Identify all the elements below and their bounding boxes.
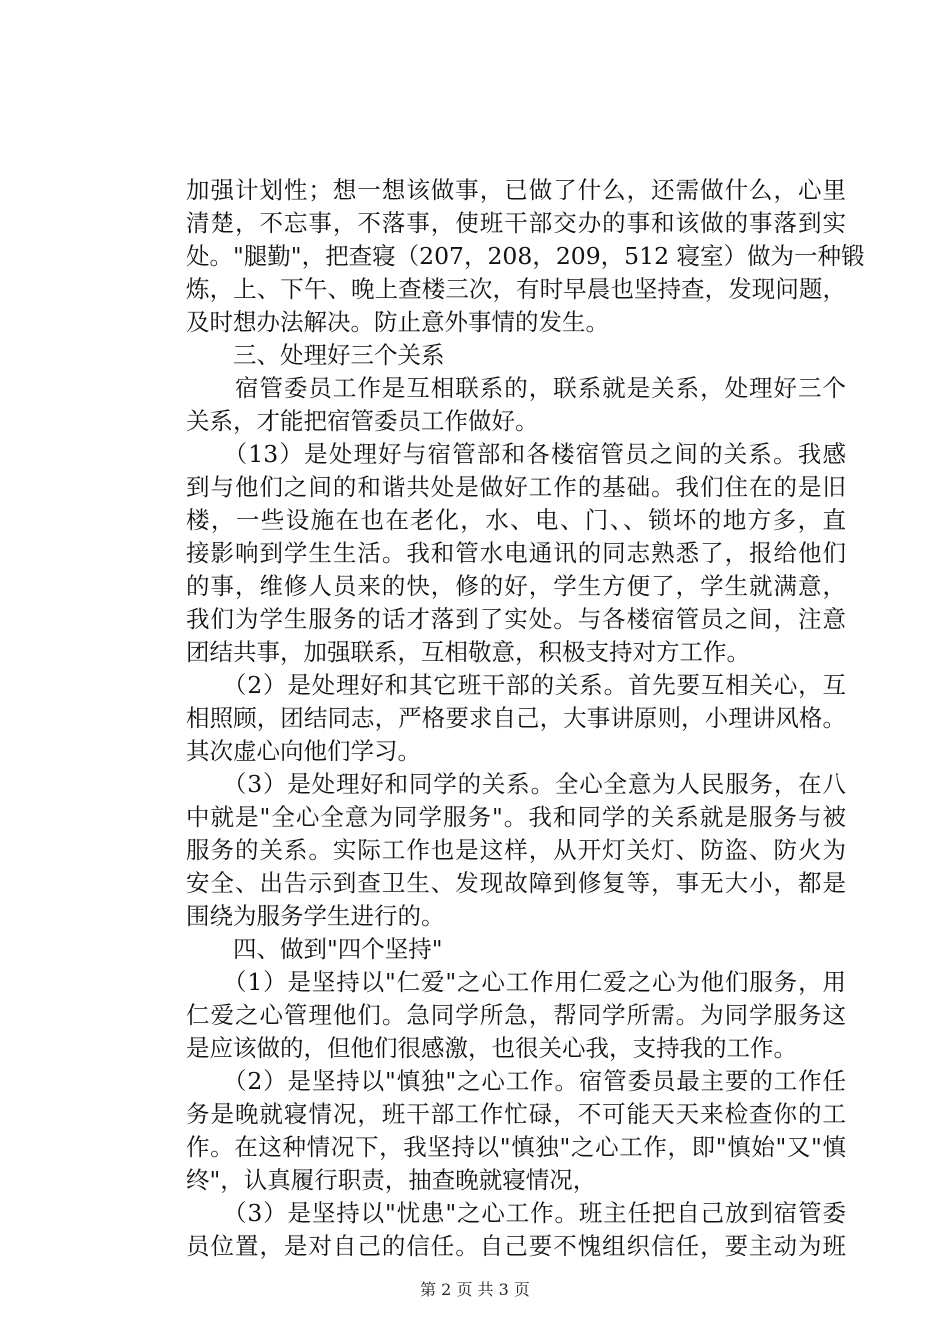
text-line: 清楚，不忘事，不落事，使班干部交办的事和该做的事落到实: [186, 209, 846, 237]
text-line: 相照顾，团结同志，严格要求自己，大事讲原则，小理讲风格。: [186, 704, 846, 732]
text-line: 员位置，是对自己的信任。自己要不愧组织信任，要主动为班: [186, 1232, 846, 1260]
text-line: （3）是坚持以"忧患"之心工作。班主任把自己放到宿管委: [186, 1199, 846, 1227]
text-line: （13）是处理好与宿管部和各楼宿管员之间的关系。我感: [186, 440, 846, 468]
text-line: 服务的关系。实际工作也是这样，从开灯关灯、防盗、防火为: [186, 836, 846, 864]
text-line: 务是晚就寝情况，班干部工作忙碌，不可能天天来检查你的工: [186, 1100, 846, 1128]
text-line: 我们为学生服务的话才落到了实处。与各楼宿管员之间，注意: [186, 605, 846, 633]
text-line: （1）是坚持以"仁爱"之心工作用仁爱之心为他们服务，用: [186, 968, 846, 996]
text-line: 是应该做的，但他们很感激，也很关心我，支持我的工作。: [186, 1034, 797, 1062]
text-line: 楼，一些设施在也在老化，水、电、门、、锁坏的地方多，直: [186, 506, 846, 534]
text-line: 中就是"全心全意为同学服务"。我和同学的关系就是服务与被: [186, 803, 846, 831]
text-line: 其次虚心向他们学习。: [186, 737, 421, 765]
text-line: 三、处理好三个关系: [186, 341, 445, 369]
text-line: 安全、出告示到查卫生、发现故障到修复等，事无大小，都是: [186, 869, 846, 897]
text-line: 关系，才能把宿管委员工作做好。: [186, 407, 539, 435]
text-line: 到与他们之间的和谐共处是做好工作的基础。我们住在的是旧: [186, 473, 846, 501]
text-line: （2）是坚持以"慎独"之心工作。宿管委员最主要的工作任: [186, 1067, 846, 1095]
text-line: 的事，维修人员来的快，修的好，学生方便了，学生就满意，: [186, 572, 846, 600]
text-line: 四、做到"四个坚持": [186, 935, 443, 963]
text-line: 接影响到学生生活。我和管水电通讯的同志熟悉了，报给他们: [186, 539, 846, 567]
body-text: [186, 174, 865, 1263]
text-line: 围绕为服务学生进行的。: [186, 902, 445, 930]
text-line: （2）是处理好和其它班干部的关系。首先要互相关心，互: [186, 671, 846, 699]
text-line: 作。在这种情况下，我坚持以"慎独"之心工作，即"慎始"又"慎: [186, 1133, 846, 1161]
text-line: （3）是处理好和同学的关系。全心全意为人民服务，在八: [186, 770, 846, 798]
text-line: 终"，认真履行职责，抽查晚就寝情况，: [186, 1166, 597, 1194]
text-line: 处。"腿勤"，把查寝（207，208，209，512 寝室）做为一种锻: [186, 242, 865, 270]
text-line: 宿管委员工作是互相联系的，联系就是关系，处理好三个: [186, 374, 846, 402]
text-line: 及时想办法解决。防止意外事情的发生。: [186, 308, 609, 336]
text-line: 仁爱之心管理他们。急同学所急，帮同学所需。为同学服务这: [186, 1001, 846, 1029]
text-line: 团结共事，加强联系，互相敬意，积极支持对方工作。: [186, 638, 750, 666]
text-line: 加强计划性；想一想该做事，已做了什么，还需做什么，心里: [186, 176, 846, 204]
page-footer: 第 2 页 共 3 页: [420, 1280, 530, 1299]
text-line: 炼，上、下午、晚上查楼三次，有时早晨也坚持查，发现问题，: [186, 275, 846, 303]
